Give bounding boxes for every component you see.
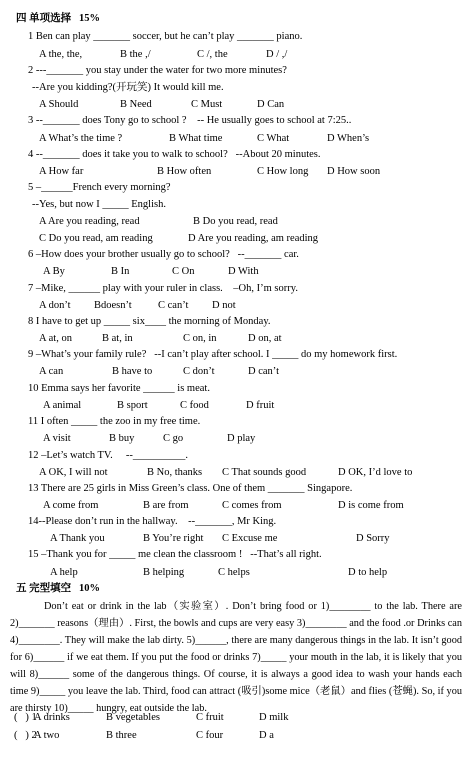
question-14-option-C: C Excuse me (222, 533, 278, 544)
question-1-stem: 1 Ben can play _______ soccer, but he can’t play _______ piano. (28, 31, 303, 42)
question-8-option-A: A at, on (39, 333, 72, 344)
question-15-option-A: A help (50, 567, 78, 578)
question-7-option-A: A don’t (39, 300, 71, 311)
question-13-stem: 13 There are 25 girls in Miss Green’s class. One of them _______ Singapore. (28, 483, 353, 494)
question-13-option-C: C comes from (222, 500, 282, 511)
question-14-option-B: B You’re right (143, 533, 204, 544)
section-heading-cloze: 五 完型填空 10% (16, 583, 100, 594)
question-11-option-A: A visit (43, 433, 71, 444)
cloze-answer-2-blank: ( ) 2 (14, 730, 37, 741)
question-8-stem: 8 I have to get up _____ six____ the morning of Monday. (28, 316, 271, 327)
question-4-option-D: D How soon (327, 166, 381, 177)
question-14-stem: 14--Please don’t run in the hallway. --_______, Mr King. (28, 516, 277, 527)
question-10-option-D: D fruit (246, 400, 275, 411)
question-1-option-C: C /, the (197, 49, 228, 60)
question-1-option-B: B the ,/ (120, 49, 151, 60)
question-5-option-D: D Are you reading, am reading (188, 233, 319, 244)
question-10-stem: 10 Emma says her favorite ______ is meat. (28, 383, 210, 394)
cloze-answer-2-option-C: C four (196, 730, 224, 741)
question-11-option-C: C go (163, 433, 184, 444)
question-8-option-B: B at, in (102, 333, 133, 344)
question-9-stem: 9 –What’s your family rule? --I can’t play after school. I _____ do my homework first. (28, 349, 398, 360)
question-3-option-D: D When’s (327, 133, 370, 144)
question-14-option-D: D Sorry (356, 533, 390, 544)
cloze-answer-1-option-B: B vegetables (106, 712, 160, 723)
question-6-option-C: C On (172, 266, 195, 277)
question-10-option-B: B sport (117, 400, 148, 411)
question-7-stem: 7 –Mike, ______ play with your ruler in class. –Oh, I’m sorry. (28, 283, 298, 294)
question-3-option-C: C What (257, 133, 290, 144)
cloze-answer-1-blank: ( ) 1 (14, 712, 37, 723)
question-4-option-B: B How often (157, 166, 212, 177)
question-10-option-A: A animal (43, 400, 82, 411)
question-9-option-D: D can’t (248, 366, 280, 377)
question-11-option-B: B buy (109, 433, 135, 444)
question-7-option-D: D not (212, 300, 236, 311)
question-5-option-B: B Do you read, read (193, 216, 278, 227)
question-9-option-C: C don’t (183, 366, 215, 377)
cloze-passage: Don’t eat or drink in the lab（实验室）. Don’t bring food or 1)________ to the lab. There are 2)_______ reasons（理由）. First, the bowls and cups are very easy 3)________ and the food .or Drinks can 4)________. They will make the lab dirty. 5)______, there are many dangerous things in the lab. It isn’t good for 6)______ if we eat them. If you put the food or drinks 7)_____ your mouth in the lab, it is likely that you will 8)______ some of the dangerous things. Of course, it is always a good idea to wash your hands each time 9)_____ you leave the lab. Third, food can attract (吸引)some mice（老鼠）and flies (苍蝇). So, if you are thirsty 10)_____ hungry, eat outside the lab. (10, 601, 462, 714)
question-6-stem: 6 –How does your brother usually go to school? --_______ car. (28, 249, 299, 260)
question-15-option-D: D to help (348, 567, 388, 578)
question-15-stem: 15 –Thank you for _____ me clean the classroom ! --That’s all right. (28, 549, 322, 560)
question-7-option-C: C can’t (158, 300, 189, 311)
section-heading-single-choice: 四 单项选择 15% (16, 13, 100, 24)
cloze-answer-1-option-A: A drinks (34, 712, 70, 723)
question-5-option-C: C Do you read, am reading (39, 233, 153, 244)
question-12-option-D: D OK, I’d love to (338, 467, 413, 478)
question-8-option-D: D on, at (248, 333, 282, 344)
question-4-stem: 4 --_______ does it take you to walk to school? --About 20 minutes. (28, 149, 321, 160)
question-12-stem: 12 –Let’s watch TV. --__________. (28, 450, 189, 461)
question-2-option-D: D Can (257, 99, 285, 110)
question-15-option-C: C helps (218, 567, 250, 578)
question-6-option-B: B In (111, 266, 130, 277)
question-5-stem: 5 –______French every morning? (28, 182, 171, 193)
question-6-option-A: A By (43, 266, 65, 277)
question-2-reply: --Are you kidding?(开玩笑) It would kill me. (32, 82, 224, 93)
question-13-option-B: B are from (143, 500, 189, 511)
question-13-option-D: D is come from (338, 500, 404, 511)
cloze-answer-2-option-D: D a (259, 730, 274, 741)
question-9-option-A: A can (39, 366, 64, 377)
question-12-option-B: B No, thanks (147, 467, 203, 478)
question-7-option-B: Bdoesn’t (94, 300, 132, 311)
question-4-option-C: C How long (257, 166, 309, 177)
question-12-option-C: C That sounds good (222, 467, 307, 478)
question-14-option-A: A Thank you (50, 533, 105, 544)
question-9-option-B: B have to (112, 366, 153, 377)
question-11-stem: 11 I often _____ the zoo in my free time. (28, 416, 201, 427)
question-13-option-A: A come from (43, 500, 99, 511)
question-1-option-D: D / ,/ (266, 49, 288, 60)
cloze-answer-2-option-A: A two (34, 730, 60, 741)
question-2-option-B: B Need (120, 99, 152, 110)
cloze-answer-1-option-C: C fruit (196, 712, 224, 723)
question-8-option-C: C on, in (183, 333, 217, 344)
question-2-option-A: A Should (39, 99, 79, 110)
cloze-answer-2-option-B: B three (106, 730, 137, 741)
question-2-option-C: C Must (191, 99, 223, 110)
question-12-option-A: A OK, I will not (39, 467, 108, 478)
cloze-answer-1-option-D: D milk (259, 712, 289, 723)
question-2-stem: 2 ---_______ you stay under the water for two more minutes? (28, 65, 287, 76)
question-4-option-A: A How far (39, 166, 84, 177)
question-5-reply: --Yes, but now I _____ English. (32, 199, 166, 210)
question-11-option-D: D play (227, 433, 256, 444)
question-10-option-C: C food (180, 400, 209, 411)
question-15-option-B: B helping (143, 567, 185, 578)
question-5-option-A: A Are you reading, read (39, 216, 140, 227)
question-1-option-A: A the, the, (39, 49, 83, 60)
question-3-stem: 3 --_______ does Tony go to school ? -- He usually goes to school at 7:25.. (28, 115, 352, 126)
question-3-option-A: A What’s the time ? (39, 133, 123, 144)
question-3-option-B: B What time (169, 133, 223, 144)
question-6-option-D: D With (228, 266, 259, 277)
